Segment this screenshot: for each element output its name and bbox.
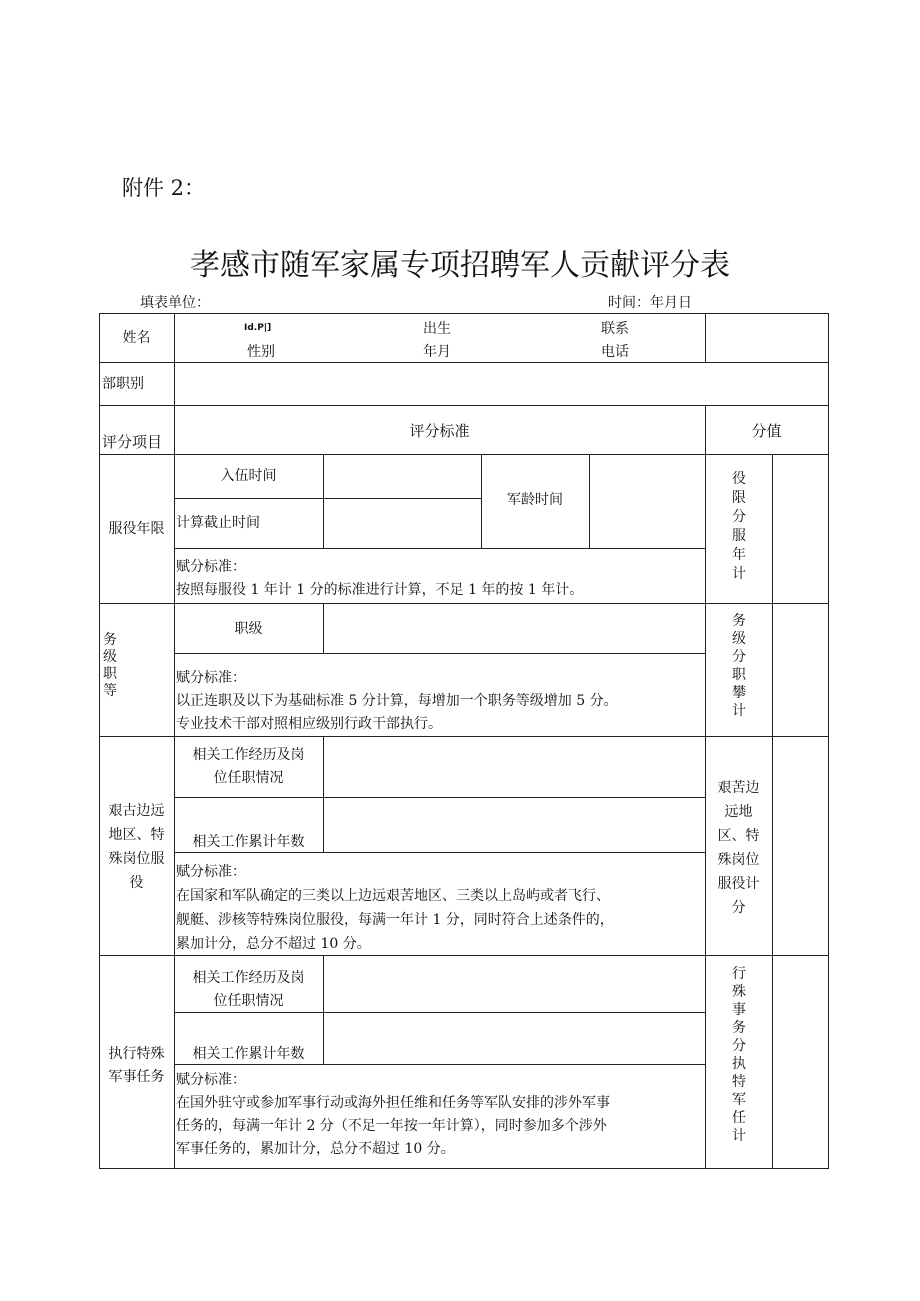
service-score-text: 役限分服年计 bbox=[732, 471, 746, 582]
remote-rule-title: 赋分标准： bbox=[176, 864, 246, 880]
remote-label-line3: 殊岗位服 bbox=[108, 851, 165, 867]
special-score-text: 行殊事务分执特军任计 bbox=[732, 966, 746, 1144]
name-label: 姓名 bbox=[122, 330, 151, 346]
calc-end-time-label: 计算截止时间 bbox=[176, 515, 260, 531]
rank-score-text: 务级分职攀计 bbox=[732, 613, 746, 719]
enlist-time-label: 入伍时间 bbox=[220, 468, 277, 484]
phone-label-top: 联系 bbox=[601, 321, 629, 337]
special-rule-line3: 军事任务的，累加计分，总分不超过 10 分。 bbox=[176, 1141, 455, 1157]
remote-label-line4: 役 bbox=[129, 875, 144, 891]
special-exp-line2: 位任职情况 bbox=[213, 993, 284, 1009]
phone-label-bottom: 电话 bbox=[601, 344, 629, 360]
service-years-label: 服役年限 bbox=[108, 521, 165, 537]
rank-label: 务级职等 bbox=[103, 632, 117, 699]
fill-unit-label: 填表单位： bbox=[140, 295, 210, 311]
service-rule-text: 按照每服役 1 年计 1 分的标准进行计算，不足 1 年的按 1 年计。 bbox=[176, 582, 584, 598]
special-years-label: 相关工作累计年数 bbox=[192, 1046, 305, 1062]
special-label-line1: 执行特殊 bbox=[108, 1046, 165, 1062]
remote-score-line6: 分 bbox=[731, 900, 746, 916]
rank-field-label: 职级 bbox=[234, 621, 263, 637]
form-title: 孝感市随军家属专项招聘军人贡献评分表 bbox=[190, 248, 730, 283]
military-age-label: 军龄时间 bbox=[507, 492, 563, 508]
special-rule-line1: 在国外驻守或参加军事行动或海外担任维和任务等军队安排的涉外军事 bbox=[176, 1095, 610, 1111]
birth-label-top: 出生 bbox=[423, 321, 451, 337]
remote-score-line3: 区、特 bbox=[717, 828, 760, 844]
remote-years-label: 相关工作累计年数 bbox=[192, 834, 305, 850]
special-exp-line1: 相关工作经历及岗 bbox=[192, 970, 305, 986]
remote-score-line1: 艰苦边 bbox=[717, 780, 760, 796]
remote-rule-line1: 在国家和军队确定的三类以上边远艰苦地区、三类以上岛屿或者飞行、 bbox=[176, 888, 610, 904]
special-rule-title: 赋分标准： bbox=[176, 1072, 246, 1088]
remote-score-line2: 远地 bbox=[724, 804, 753, 820]
remote-score-line5: 服役计 bbox=[717, 876, 760, 892]
remote-rule-line3: 累加计分，总分不超过 10 分。 bbox=[176, 936, 371, 952]
remote-label-line2: 地区、特 bbox=[108, 827, 165, 843]
date-label: 时间：年月日 bbox=[608, 295, 692, 311]
rank-rule-line2: 专业技术干部对照相应级别行政干部执行。 bbox=[176, 716, 442, 732]
rank-rule-line1: 以正连职及以下为基础标准 5 分计算，每增加一个职务等级增加 5 分。 bbox=[176, 693, 618, 709]
remote-score-line4: 殊岗位 bbox=[717, 852, 760, 868]
remote-exp-line1: 相关工作经历及岗 bbox=[192, 747, 305, 763]
remote-exp-line2: 位任职情况 bbox=[213, 770, 284, 786]
special-rule-line2: 任务的，每满一年计 2 分（不足一年按一年计算），同时参加多个涉外 bbox=[176, 1118, 607, 1134]
special-label-line2: 军事任务 bbox=[108, 1069, 165, 1085]
unit-rank-label: 部职别 bbox=[102, 376, 144, 392]
header-score: 分值 bbox=[751, 422, 782, 440]
service-rule-title: 赋分标准： bbox=[176, 559, 246, 575]
birth-label-bottom: 年月 bbox=[423, 344, 451, 360]
header-item: 评分项目 bbox=[102, 433, 163, 451]
attachment-label: 附件 2： bbox=[122, 176, 206, 200]
remote-label-line1: 艰古边远 bbox=[108, 803, 165, 819]
rank-rule-title: 赋分标准： bbox=[176, 670, 246, 686]
remote-rule-line2: 舰艇、涉核等特殊岗位服役，每满一年计 1 分，同时符合上述条件的， bbox=[176, 912, 614, 928]
garbled-mark: Id.P|] bbox=[244, 323, 272, 333]
header-standard: 评分标准 bbox=[409, 422, 470, 440]
gender-label: 性别 bbox=[247, 344, 275, 360]
